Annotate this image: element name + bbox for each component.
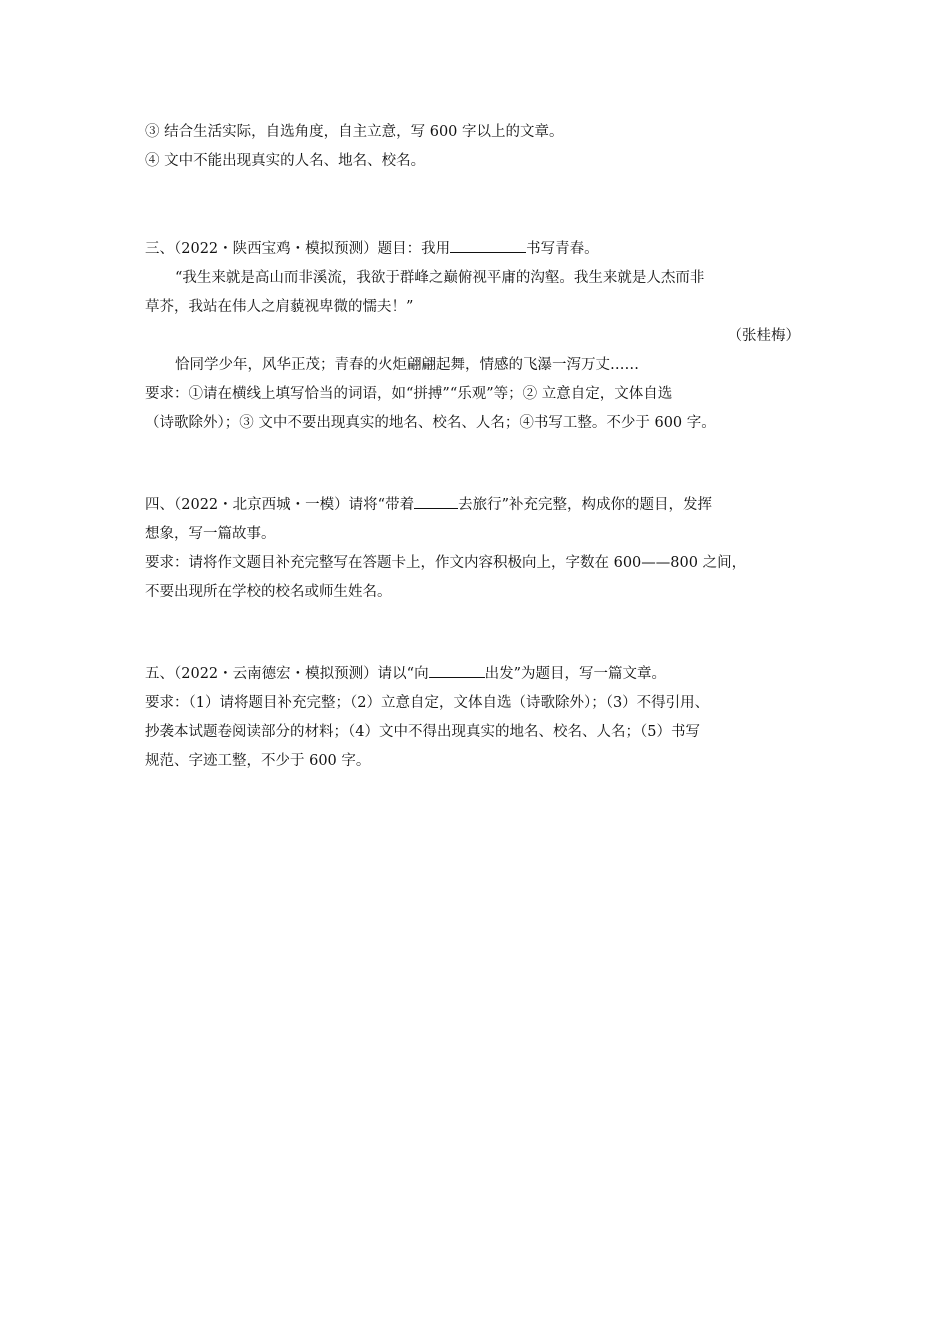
question-5-requirements: 规范、字迹工整，不少于 600 字。 [145,753,371,769]
question-5 [145,659,810,776]
question-5-requirements: 抄袭本试题卷阅读部分的材料；（4）文中不得出现真实的地名、校名、人名；（5）书写 [145,724,700,740]
quote-author: （张桂梅） [727,328,800,344]
requirement-item-4: ④ 文中不能出现真实的人名、地名、校名。 [145,153,426,169]
question-3-paragraph: 恰同学少年，风华正茂；青春的火炬翩翩起舞，情感的飞瀑一泻万丈…… [175,357,639,373]
requirement-item-3: ③ 结合生活实际，自选角度，自主立意，写 600 字以上的文章。 [145,124,564,140]
question-4-requirements: 不要出现所在学校的校名或师生姓名。 [145,584,392,600]
question-3-requirements: 要求：①请在横线上填写恰当的词语，如“拼搏”“乐观”等；② 立意自定，文体自选 [145,386,673,402]
question-5-title [145,659,810,689]
question-4-title [145,490,810,520]
question-4-requirements: 要求：请将作文题目补充完整写在答题卡上，作文内容积极向上，字数在 600——800 之间， [145,555,747,571]
question-3 [145,234,810,438]
question-3-title [145,234,810,264]
quote-line: 草芥，我站在伟人之肩藐视卑微的懦夫！” [145,299,414,315]
question-3-requirements: （诗歌除外）；③ 文中不要出现真实的地名、校名、人名；④书写工整。不少于 600 字。 [145,415,716,431]
question-5-title-suffix: 出发”为题目，写一篇文章。 [484,666,666,682]
section-gap [145,176,810,234]
question-4 [145,490,810,607]
question-4-title-suffix: 去旅行”补充完整，构成你的题目，发挥 [458,497,712,513]
section-gap [145,438,810,490]
document-page [145,118,810,776]
fill-in-blank [414,490,458,509]
question-5-title-prefix: 五、（2022・云南德宏・模拟预测）请以“向 [145,666,429,682]
section-gap [145,607,810,659]
question-3-title-prefix: 三、（2022・陕西宝鸡・模拟预测）题目：我用 [145,241,451,257]
question-4-title-continued: 想象，写一篇故事。 [145,526,276,542]
question-3-title-suffix: 书写青春。 [526,241,599,257]
fill-in-blank [450,234,526,253]
fill-in-blank [429,659,485,678]
question-4-title-prefix: 四、（2022・北京西城・一模）请将“带着 [145,497,415,513]
quote-line: “我生来就是高山而非溪流，我欲于群峰之巅俯视平庸的沟壑。我生来就是人杰而非 [175,270,705,286]
question-5-requirements: 要求：（1）请将题目补充完整；（2）立意自定，文体自选（诗歌除外）；（3）不得引用、 [145,695,710,711]
